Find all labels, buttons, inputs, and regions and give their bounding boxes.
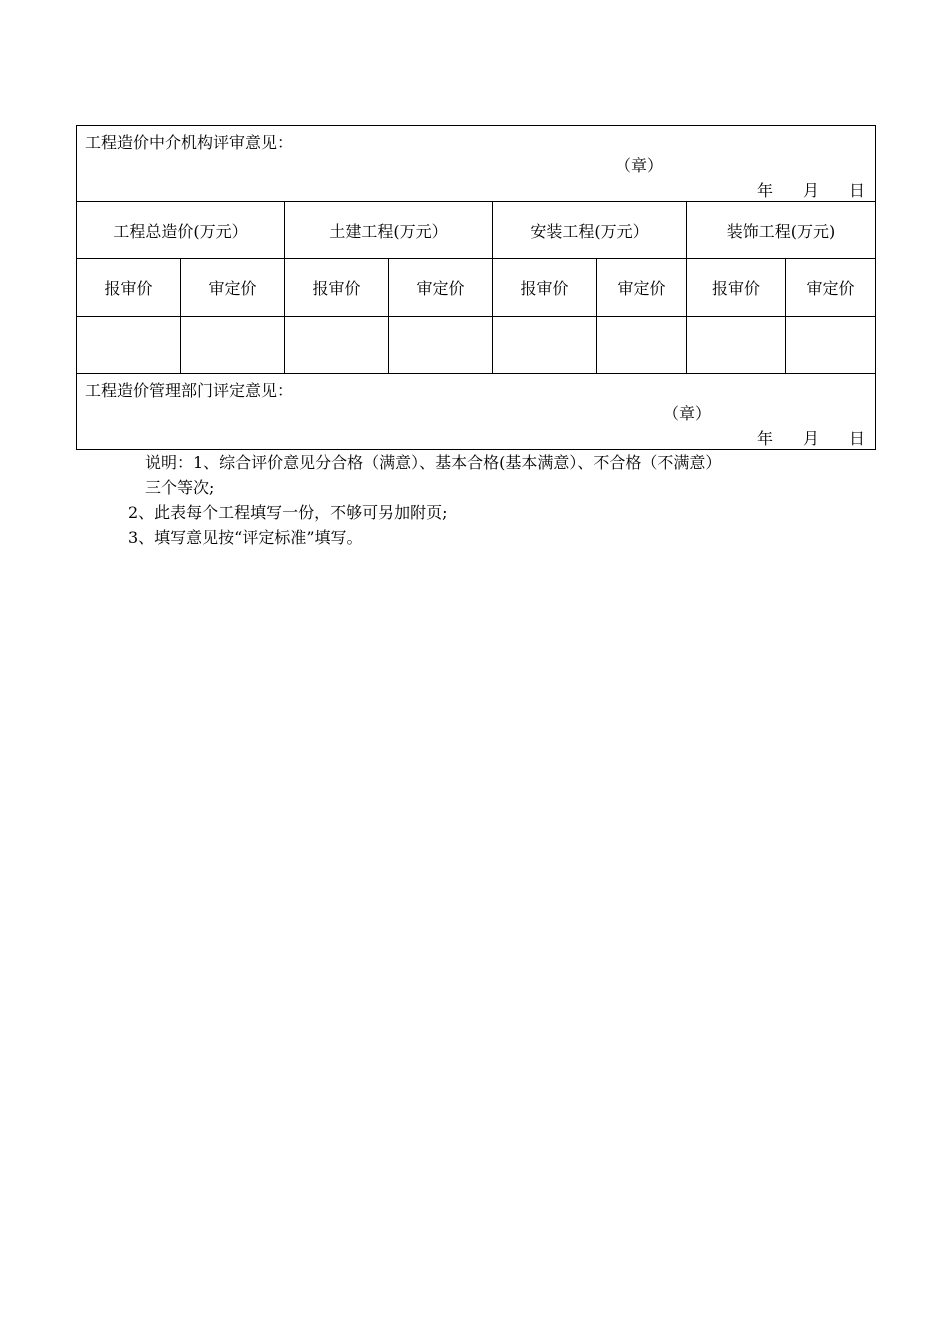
- group-header-row: [77, 202, 876, 259]
- value-cell[interactable]: [597, 317, 687, 374]
- sub-header-submitted: 报审价: [77, 259, 181, 317]
- sub-header-submitted: 报审价: [285, 259, 389, 317]
- value-cell[interactable]: [389, 317, 493, 374]
- value-cell[interactable]: [786, 317, 876, 374]
- sub-header-submitted: 报审价: [493, 259, 597, 317]
- sub-header-row: [77, 259, 876, 317]
- department-day-label: 日: [848, 429, 865, 448]
- sub-header-approved: 审定价: [389, 259, 493, 317]
- value-cell[interactable]: [181, 317, 285, 374]
- note-line-3: 3、填写意见按“评定标准”填写。: [128, 528, 363, 547]
- sub-header-submitted: 报审价: [687, 259, 786, 317]
- group-header-civil: 土建工程(万元）: [285, 202, 493, 259]
- notes-section: [128, 450, 868, 550]
- agency-opinion-label: 工程造价中介机构评审意见：: [85, 133, 294, 152]
- department-year-label: 年: [756, 429, 773, 448]
- agency-month-label: 月: [802, 181, 819, 200]
- note-line-2: 2、此表每个工程填写一份，不够可另加附页;: [128, 503, 448, 522]
- value-cell[interactable]: [493, 317, 597, 374]
- department-opinion-label: 工程造价管理部门评定意见：: [85, 381, 294, 400]
- agency-date: [757, 178, 865, 201]
- agency-seal-label: （章）: [615, 156, 664, 175]
- value-cell[interactable]: [285, 317, 389, 374]
- value-cell[interactable]: [687, 317, 786, 374]
- value-cell[interactable]: [77, 317, 181, 374]
- agency-opinion-cell: [77, 126, 876, 202]
- agency-year-label: 年: [756, 181, 773, 200]
- department-opinion-cell: [77, 374, 876, 450]
- sub-header-approved: 审定价: [786, 259, 876, 317]
- department-seal-label: （章）: [663, 404, 712, 423]
- note-line-1-continuation: 三个等次;: [145, 478, 215, 497]
- sub-header-approved: 审定价: [597, 259, 687, 317]
- group-header-installation: 安装工程(万元）: [493, 202, 687, 259]
- note-line-1: 说明：1、综合评价意见分合格（满意）、基本合格(基本满意）、不合格（不满意）: [145, 453, 722, 472]
- value-row: [77, 317, 876, 374]
- department-month-label: 月: [802, 429, 819, 448]
- sub-header-approved: 审定价: [181, 259, 285, 317]
- agency-day-label: 日: [848, 181, 865, 200]
- group-header-total: 工程总造价(万元）: [77, 202, 285, 259]
- group-header-decoration: 装饰工程(万元): [687, 202, 876, 259]
- evaluation-form-table: [76, 125, 876, 450]
- department-date: [757, 426, 865, 449]
